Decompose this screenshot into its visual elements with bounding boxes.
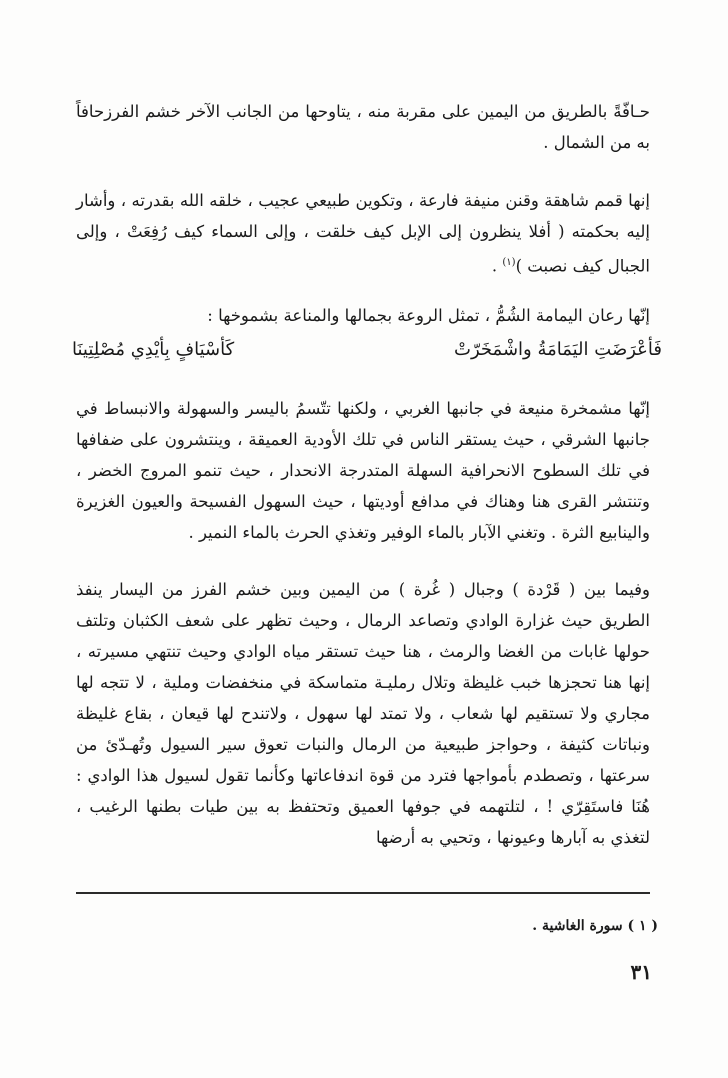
paragraph-1-text: حـافّةً بالطريق من اليمين على مقربة منه ، يتاوحها من الجانب الآخر خشم الفرزحافاً به من الشمال . xyxy=(76,102,650,152)
paragraph-3-text: إنّها رعان اليمامة الشُمُّ ، تمثل الروعة بجمالها والمناعة بشموخها : xyxy=(207,306,650,325)
paragraph-5-text: وفيما بين ( قَرْدة ) وجبال ( غُرة ) من اليمين وبين خشم الفرز من اليسار ينفذ الطريق حيث غزارة الوادي وتصاعد الرمال ، وحيث تظهر على شعف الكثبان وتلتف حولها غابات من الغضا والرمث ، هنا حيث تستقر مياه الوادي وحيث تنتهي مسيرته ، إنها هنا تحجزها خبب غليظة وتلال رمليـة متماسكة في منخفضات وملية ، لا تتجه لها مجاري ولا تستقيم لها شعاب ، ولا تمتد لها سهول ، ولاتندح لها قيعان ، بقاع غليظة ونباتات كثيفة ، وحواجز طبيعية من الرمال والنبات تعوق سير السيول وتُهـدّئ من سرعتها ، وتصطدم بأمواجها فترد من قوة اندفاعاتها وكأنما تقول لسيول هذا الوادي : هُنَا فاستَقِرّي ! ، لتلتهمه في جوفها العميق وتحتفظ به بين طيات بطنها الرغيب ، لتغذي به آبارها وعيونها ، وتحيي به أرضها xyxy=(76,580,650,847)
footnote-divider xyxy=(76,892,650,894)
paragraph-2-end: . xyxy=(491,256,503,276)
page-number: ٣١ xyxy=(630,960,652,984)
paragraph-2-main: إنها قمم شاهقة وقنن منيفة فارعة ، وتكوين طبيعي عجيب ، خلقه الله بقدرته ، وأشار إليه بحكمته ( أفلا ينظرون إلى الإبل كيف خلقت ، وإلى السماء كيف رُفِعَتْ ، وإلى الجبال كيف نصبت ) xyxy=(76,191,650,276)
paragraph-2-text xyxy=(76,185,650,282)
verse-hemistich-second: كَأسْيَافٍ بِأيْدِي مُصْلِتِينَا xyxy=(72,339,235,360)
footnote-reference: (١) xyxy=(502,257,516,268)
paragraph-4-text: إنّها مشمخرة منيعة في جانبها الغربي ، ولكنها تتّسمُ باليسر والسهولة والانبساط في جانبها الشرقي ، حيث يستقر الناس في تلك الأودية العميقة ، وينتشرون على ضفافها في تلك السطوح الانحرافية السهلة المتدرجة الانحدار ، حيث تنمو المروج الخضر ، وتنتشر القرى هنا وهناك في مدافع أوديتها ، حيث السهول الفسيحة والعيون الغزيرة والينابيع الثرة . وتغني الآبار بالماء الوفير وتغذي الحرث بالماء النمير . xyxy=(76,399,650,542)
paragraph-3 xyxy=(76,300,650,331)
poetry-verse xyxy=(72,333,662,367)
footnote: ( ١ ) سورة الغاشية . xyxy=(532,918,658,934)
paragraph-5 xyxy=(76,574,650,853)
paragraph-1 xyxy=(76,96,650,158)
paragraph-2 xyxy=(76,185,650,282)
verse-hemistich-first: فَأعْرَضَتِ اليَمَامَةُ واشْمَخَرّتْ xyxy=(454,339,662,360)
paragraph-4 xyxy=(76,393,650,548)
